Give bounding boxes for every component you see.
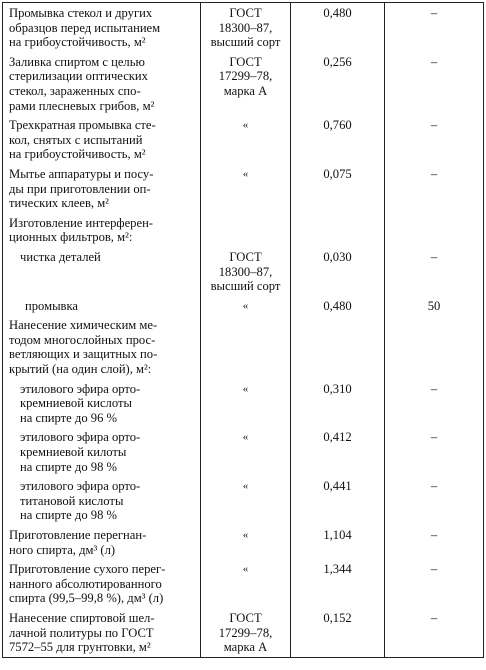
operation-name-cell <box>3 476 201 525</box>
ditto-mark: « <box>242 480 249 493</box>
operation-name-line: Нанесение химическим ме- <box>9 318 158 333</box>
operation-name-cell <box>3 427 201 476</box>
operation-name-cell <box>3 379 201 428</box>
operation-name-cell <box>3 164 201 213</box>
operation-name-line: спирта (99,5–99,8 %), дм³ (л) <box>9 591 164 606</box>
extra-value-cell: 50 <box>385 296 484 316</box>
standard-cell <box>201 3 291 52</box>
operation-name-line: ветляющих и защитных по- <box>9 347 158 362</box>
standard-line: ГОСТ <box>229 249 262 264</box>
operation-name-line: Мытье аппаратуры и посу- <box>9 166 154 181</box>
table-row <box>3 296 484 316</box>
standard-line: 17299–78, <box>218 625 273 640</box>
ditto-mark: « <box>242 563 249 576</box>
operation-name-cell <box>3 525 201 559</box>
standard-cell <box>201 296 291 316</box>
operation-name-line: этилового эфира орто- <box>20 430 141 445</box>
operation-name-line: образцов перед испытанием <box>9 20 161 35</box>
norm-value-cell: 0,441 <box>291 476 385 525</box>
extra-value-cell: – <box>385 247 484 296</box>
norm-value-cell: 0,030 <box>291 247 385 296</box>
table-row <box>3 247 484 296</box>
operation-name-cell <box>3 247 201 296</box>
standard-cell <box>201 476 291 525</box>
operation-name-line: титановой кислоты <box>20 493 124 508</box>
extra-value-cell: – <box>385 379 484 428</box>
extra-value-cell: – <box>385 427 484 476</box>
extra-value-cell: – <box>385 476 484 525</box>
norm-value-cell <box>291 315 385 378</box>
operation-name-cell <box>3 559 201 608</box>
extra-value-cell: – <box>385 608 484 657</box>
operation-name-line: Заливка спиртом с целью <box>9 54 145 69</box>
norm-value-cell: 0,075 <box>291 164 385 213</box>
standard-line: 18300–87, <box>218 20 273 35</box>
table-row <box>3 559 484 608</box>
operation-name-line: стекол, зараженных спо- <box>9 83 141 98</box>
operation-name-line: кремниевой килоты <box>20 445 127 460</box>
table-row <box>3 3 484 52</box>
extra-value-cell <box>385 213 484 247</box>
table-row <box>3 315 484 378</box>
standard-line: марка А <box>223 640 268 655</box>
ditto-mark: « <box>242 167 249 180</box>
extra-value-cell <box>385 315 484 378</box>
operation-name-line: Нанесение спиртовой шел- <box>9 610 155 625</box>
operation-name-line: лачной политуры по ГОСТ <box>9 625 154 640</box>
operation-name-line: ного спирта, дм³ (л) <box>9 542 116 557</box>
norm-value-cell: 0,480 <box>291 3 385 52</box>
standard-cell <box>201 52 291 115</box>
operation-name-line: тодом многослойных прос- <box>9 332 156 347</box>
standard-cell <box>201 115 291 164</box>
table-row <box>3 213 484 247</box>
operation-name-line: Трехкратная промывка сте- <box>9 118 156 133</box>
table-row <box>3 427 484 476</box>
operation-name-cell <box>3 296 201 316</box>
extra-value-cell: – <box>385 52 484 115</box>
operation-name-line: Промывка стекол и других <box>9 6 153 20</box>
operation-name-line: ционных фильтров, м²: <box>9 230 133 245</box>
extra-value-cell: – <box>385 164 484 213</box>
operation-name-line: Приготовление сухого перег- <box>9 562 166 577</box>
standard-line: 17299–78, <box>218 69 273 84</box>
extra-value-cell: – <box>385 3 484 52</box>
operation-name-cell <box>3 315 201 378</box>
standard-cell <box>201 559 291 608</box>
standard-line: высший сорт <box>210 279 281 294</box>
table-row <box>3 52 484 115</box>
table-row <box>3 608 484 657</box>
operation-name-cell <box>3 52 201 115</box>
table-row <box>3 379 484 428</box>
operation-name-line: на грибоустойчивость, м² <box>9 35 146 50</box>
ditto-mark: « <box>242 382 249 395</box>
operation-name-line: стерилизации оптических <box>9 69 148 84</box>
operation-name-line: кремниевой кислоты <box>20 396 132 411</box>
standard-cell <box>201 525 291 559</box>
standard-cell <box>201 247 291 296</box>
operation-name-line: Приготовление перегнан- <box>9 528 147 542</box>
spirit-consumption-table <box>2 2 484 658</box>
ditto-mark: « <box>242 529 249 541</box>
operation-name-line: чистка деталей <box>20 249 101 264</box>
extra-value-cell: – <box>385 115 484 164</box>
operation-name-line: на спирте до 98 % <box>20 459 118 474</box>
operation-name-line: на спирте до 96 % <box>20 410 118 425</box>
ditto-mark: « <box>242 299 249 312</box>
operation-name-line: промывка <box>25 298 78 313</box>
standard-cell <box>201 427 291 476</box>
operation-name-cell <box>3 213 201 247</box>
norm-value-cell: 1,344 <box>291 559 385 608</box>
operation-name-line: 7572–55 для грунтовки, м² <box>9 640 151 655</box>
operation-name-line: этилового эфира орто- <box>20 479 141 494</box>
ditto-mark: « <box>242 119 249 132</box>
standard-cell <box>201 164 291 213</box>
table-row <box>3 164 484 213</box>
norm-value-cell: 1,104 <box>291 525 385 559</box>
standard-line: марка А <box>223 83 268 98</box>
norm-value-cell: 0,760 <box>291 115 385 164</box>
standard-line: 18300–87, <box>218 264 273 279</box>
standard-line: высший сорт <box>210 35 281 50</box>
operation-name-line: на спирте до 98 % <box>20 508 118 523</box>
operation-name-line: нанного абсолютированного <box>9 576 162 591</box>
operation-name-line: кол, снятых с испытаний <box>9 132 143 147</box>
standard-cell <box>201 213 291 247</box>
norm-value-cell: 0,480 <box>291 296 385 316</box>
standard-line: ГОСТ <box>229 610 262 625</box>
table-row <box>3 115 484 164</box>
operation-name-cell <box>3 115 201 164</box>
norm-value-cell: 0,412 <box>291 427 385 476</box>
operation-name-line: на грибоустойчивость, м² <box>9 147 146 162</box>
table-body <box>3 3 484 658</box>
norm-value-cell: 0,310 <box>291 379 385 428</box>
standard-cell <box>201 379 291 428</box>
table-row <box>3 476 484 525</box>
operation-name-line: тических клеев, м² <box>9 196 109 211</box>
operation-name-line: ды при приготовлении оп- <box>9 181 151 196</box>
table-row <box>3 525 484 559</box>
operation-name-line: рами плесневых грибов, м² <box>9 98 155 113</box>
operation-name-cell <box>3 3 201 52</box>
standard-line: ГОСТ <box>229 54 262 69</box>
norm-value-cell <box>291 213 385 247</box>
extra-value-cell: – <box>385 559 484 608</box>
standard-line: ГОСТ <box>229 6 262 20</box>
operation-name-line: крытий (на один слой), м²: <box>9 362 152 377</box>
operation-name-line: Изготовление интерферен- <box>9 215 153 230</box>
extra-value-cell: – <box>385 525 484 559</box>
standard-cell <box>201 608 291 657</box>
norm-value-cell: 0,256 <box>291 52 385 115</box>
operation-name-cell <box>3 608 201 657</box>
ditto-mark: « <box>242 431 249 444</box>
standard-cell <box>201 315 291 378</box>
operation-name-line: этилового эфира орто- <box>20 381 141 396</box>
norm-value-cell: 0,152 <box>291 608 385 657</box>
